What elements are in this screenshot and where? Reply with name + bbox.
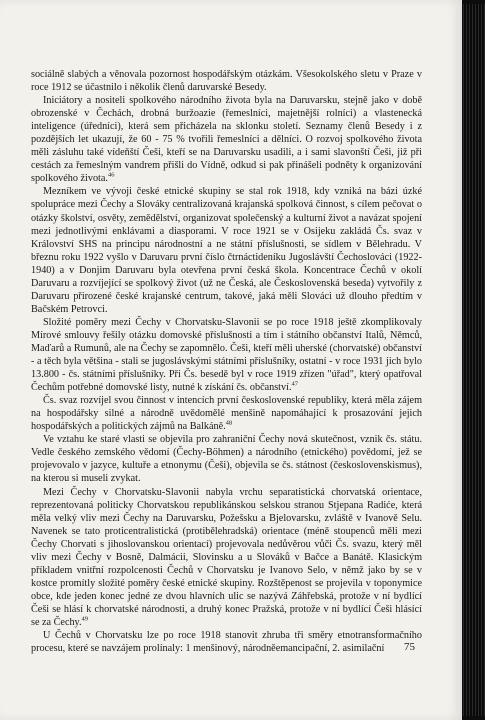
paragraph: Iniciátory a nositeli spolkového národního života byla na Daruvarsku, stejně jako v době obrozenské v Čechách, drobná buržoazie (řemeslníci, majetnější rolníci) a vlastenecká inteligence (úředníci), která sem přicházela na sklonku století. Seznamy členů Besedy i z pozdějších let ukazují, že 60 - 75 % tvořili řemeslníci a dělníci. O rozvoj spolkového života měli zásluhu také vídeňští Češi, kteří se na Daruvarsku usadili, a i sami slavonští Češi, již při cestách za řemeslným vandrem přišli do Vídně, odkud si pak přinášeli podněty k organizování spolkového života.$^{46}$ [31,95,422,185]
footnote-ref: 49 [81,615,89,623]
paragraph: Mezníkem ve vývoji české etnické skupiny se stal rok 1918, kdy vzniká na bázi úzké spolupráce mezi Čechy a Slováky centralizovaná krajanská spolková činnost, s cílem pečovat o otázky školství, osvěty, zemědělství, organizovat společenský a kulturní život a navázat spojení mezi jednotlivými enklávami a diasporami. V roce 1921 se v Osijeku zakládá Čs. svaz v Království SHS na principu národnostní a ne státní příslušnosti, se sídlem v Bělehradu. V březnu roku 1922 vyšlo v Daruvaru první číslo čtrnáctideníku Jugoslávští Čechoslováci (1922-1940) a v Donjim Daruvaru byla otevřena první česká škola. Koncentrace Čechů v okolí Daruvaru a rozvíjející se spolkový život (už ne Česká, ale Československá beseda) vytvořily z Daruvaru přirozené české krajanské centrum, takové, jaká měli Slováci už dlouho předtím v Bačském Petrovci. [31,186,422,315]
footnote-ref: 47 [291,380,298,388]
paragraph: sociálně slabých a věnovala pozornost hospodářským otázkám. Všesokolského sletu v Praze v roce 1912 se účastnilo i několik členů daruvarské Besedy. [31,69,422,94]
page-number: 75 [404,641,415,653]
footnote-ref: 48 [225,419,233,427]
paragraph: Ve vztahu ke staré vlasti se objevila pro zahraniční Čechy nová skutečnost, vznik čs. státu. Vedle českého zemského vědomí (Čechy-Böhmen) a národního (etnického) povědomí, jež se projevovalo v jazyce, kultuře a etnonymu (Češi), objevila se čs. státnost (československismus), na kterou si museli zvykat. [31,434,422,485]
paragraph: U Čechů v Chorvatsku lze po roce 1918 stanovit zhruba tři směry etnotransformačního procesu, které se navzájem prolínaly: 1 menšinový, národněemancipační, 2. asimilační [31,630,422,655]
paragraph: Čs. svaz rozvíjel svou činnost v intencích první československé republiky, která měla zájem na hospodářsky silné a národně uvědomělé menšině napomáhající k prosazování jejich hospodářských a politických zájmů na Balkáně.$^{48}$ [31,395,422,433]
paragraph: Mezi Čechy v Chorvatsku-Slavonii nabyla vrchu separatistická chorvatská orientace, reprezentovaná politicky Chorvatskou republikánskou selskou stranou Stjepana Radiće, která měla velký vliv mezi Čechy na Daruvarsku, Požešsku a Bjelovarsku, zvláště v Ivanově Selu. Navenek se tato proticentralistická (protibělehradská) orientace (méně stoupenců měli mezi Čechy Chorvati s jihoslovanskou orientací) projevovala nedůvěrou vůči Čs. svazu, který měl vliv mezi Čechy v Bosně, Dalmácii, Slovinsku a u Slováků v Bačce a Banátě. Klasickým příkladem vnitřní rozpolcenosti Čechů v Chorvatsku je Ivanovo Selo, v němž jako by se v kostce promítly složité poměry české etnické skupiny. Rozštěpenost se projevila v toponymice obce, kde jeden konec jedné ze dvou hlavních ulic se nazývá Záhřebská, protože v ní bydlící Češi se hlásí k chorvatské národnosti, a druhý konec Pražská, protože v ní bydlící Češi hlásící se za Čechy.$^{49}$ [31,486,422,628]
body-text [31,68,422,655]
footnote-ref: 46 [107,171,115,179]
page-edges [463,4,485,716]
paragraph: Složité poměry mezi Čechy v Chorvatsku-Slavonii se po roce 1918 ještě zkomplikovaly Mírové smlouvy řešily otázku domovské příslušnosti a tím i státního občanství Italů, Němců, Maďarů a Rumunů, ale na Čechy se zapomnělo. Češi, kteří měli uherské (chorvatské) občanství - a těch byla většina - stali se jugoslávskými státními příslušníky, ostatní - v roce 1931 jich bylo 13.800 - čs. státními příslušníky. Při Čs. besedě byl v roce 1919 zřízen "úřad", který opatřoval Čechům potřebné domovské listy, nutné k získání čs. občanství.$^{47}$ [31,316,422,394]
